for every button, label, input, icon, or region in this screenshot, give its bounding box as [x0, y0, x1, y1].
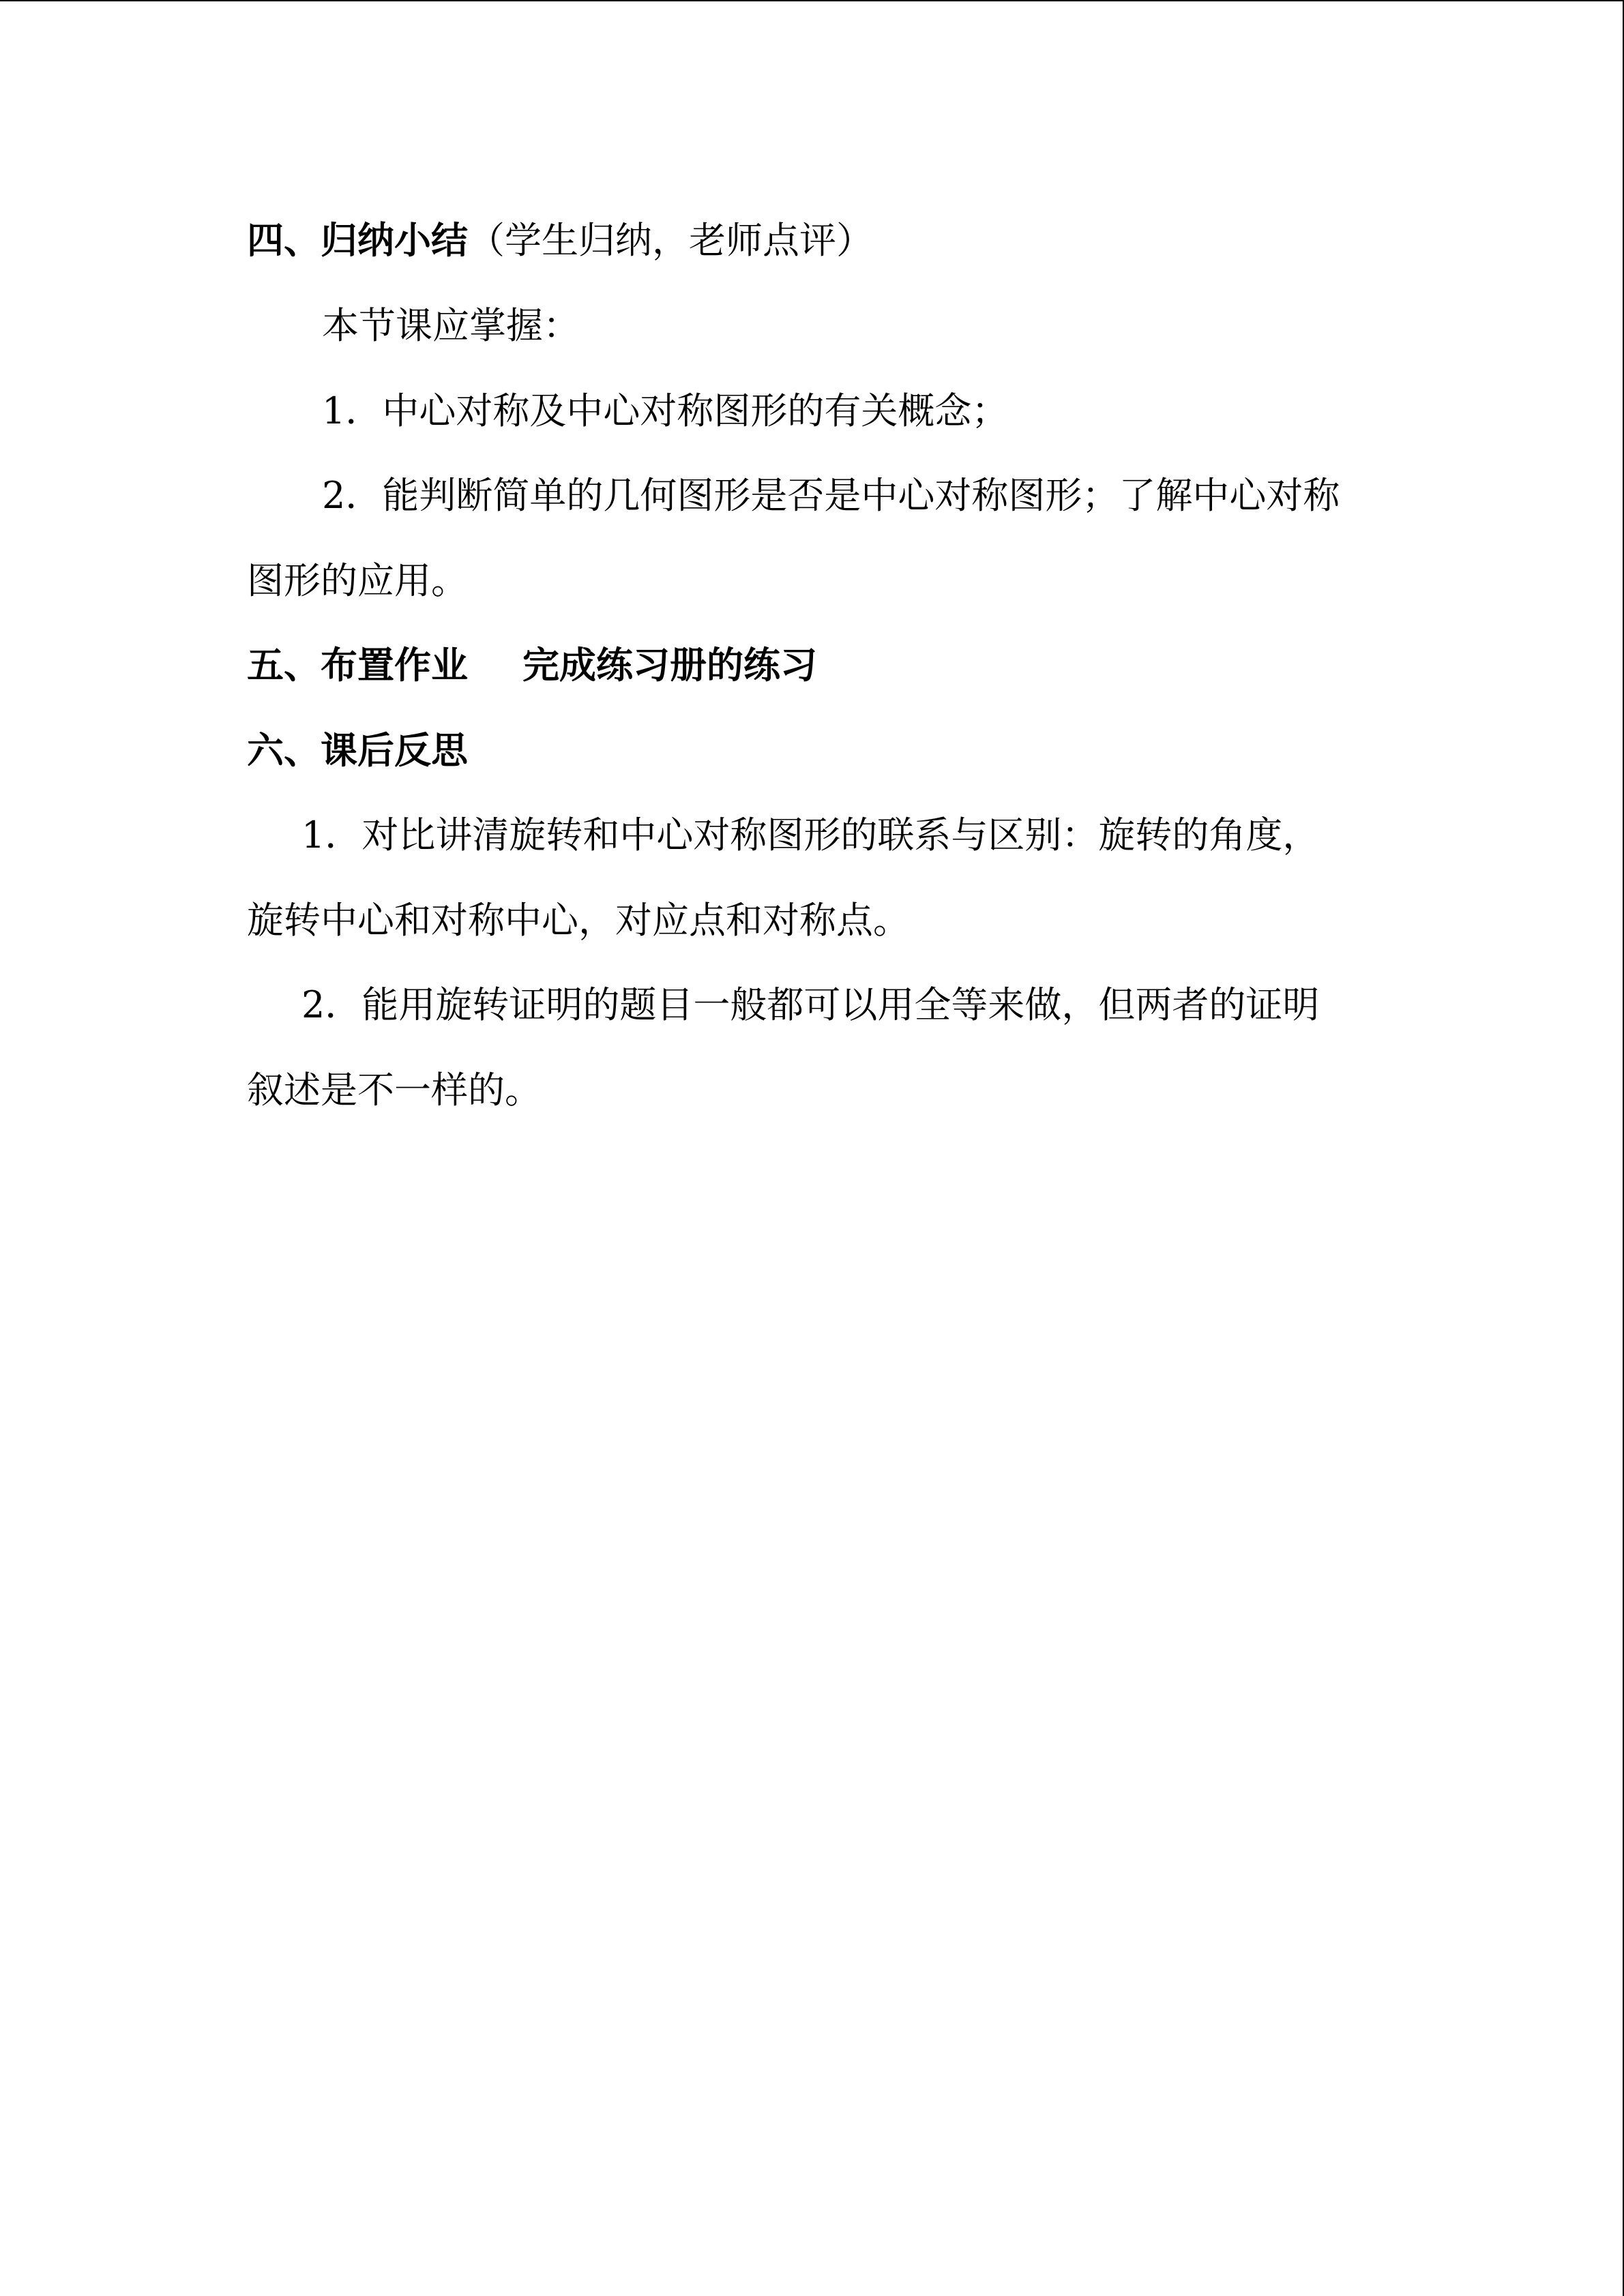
section5-heading-line — [247, 642, 817, 689]
section4-item2-line1: 2．能判断简单的几何图形是否是中心对称图形；了解中心对称 — [322, 474, 1340, 517]
section6-heading: 六、课后反思 — [247, 729, 468, 772]
section4-note: （学生归纳，老师点评） — [468, 219, 873, 262]
section6-item1-line1: 1．对比讲清旋转和中心对称图形的联系与区别：旋转的角度， — [301, 814, 1320, 856]
section5-task: 完成练习册的练习 — [522, 644, 817, 687]
section4-heading-line — [247, 217, 873, 265]
section4-intro: 本节课应掌握： — [322, 304, 580, 347]
section4-item2-line2: 图形的应用。 — [247, 559, 468, 602]
section6-item1-line2: 旋转中心和对称中心，对应点和对称点。 — [247, 899, 910, 942]
section6-item2-line2: 叙述是不一样的。 — [247, 1069, 542, 1112]
section4-heading: 四、归纳小结 — [247, 219, 468, 262]
section4-item1: 1．中心对称及中心对称图形的有关概念； — [322, 389, 1009, 432]
section5-heading: 五、布置作业 — [247, 644, 468, 687]
section6-item2-line1: 2．能用旋转证明的题目一般都可以用全等来做，但两者的证明 — [301, 983, 1320, 1026]
